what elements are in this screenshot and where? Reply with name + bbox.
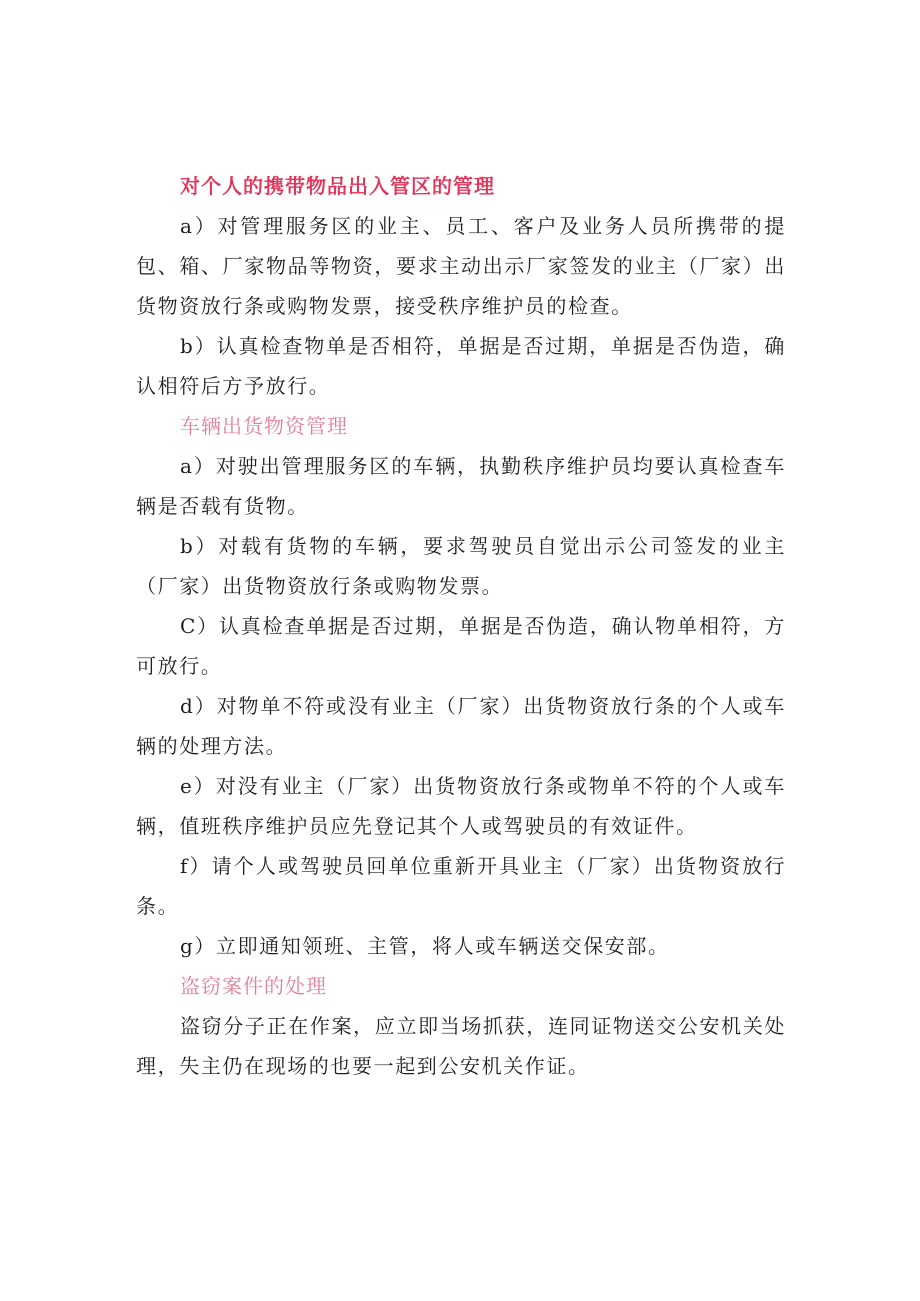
paragraph-theft: 盗窃分子正在作案，应立即当场抓获，连同证物送交公安机关处理，失主仍在现场的也要一起到公安机关作证。 [136, 1014, 786, 1078]
paragraph-vehicle-a: a）对驶出管理服务区的车辆，执勤秩序维护员均要认真检查车辆是否载有货物。 [136, 454, 786, 518]
paragraph-personal-b: b）认真检查物单是否相符，单据是否过期，单据是否伪造，确认相符后方予放行。 [136, 334, 786, 398]
section-heading-vehicle-goods: 车辆出货物资管理 [180, 414, 348, 438]
paragraph-personal-a: a）对管理服务区的业主、员工、客户及业务人员所携带的提包、箱、厂家物品等物资，要求主动出示厂家签发的业主（厂家）出货物资放行条或购物发票，接受秩序维护员的检查。 [136, 214, 786, 318]
document-body [136, 166, 786, 1086]
paragraph-vehicle-f: f）请个人或驾驶员回单位重新开具业主（厂家）出货物资放行条。 [136, 854, 786, 918]
section-heading-personal-items: 对个人的携带物品出入管区的管理 [180, 174, 495, 198]
paragraph-vehicle-g: g）立即通知领班、主管，将人或车辆送交保安部。 [180, 934, 670, 958]
paragraph-vehicle-d: d）对物单不符或没有业主（厂家）出货物资放行条的个人或车辆的处理方法。 [136, 694, 786, 758]
section-heading-theft-cases: 盗窃案件的处理 [180, 974, 327, 998]
paragraph-vehicle-c: C）认真检查单据是否过期，单据是否伪造，确认物单相符，方可放行。 [136, 614, 786, 678]
paragraph-vehicle-e: e）对没有业主（厂家）出货物资放行条或物单不符的个人或车辆，值班秩序维护员应先登记其个人或驾驶员的有效证件。 [136, 774, 786, 838]
paragraph-vehicle-b: b）对载有货物的车辆，要求驾驶员自觉出示公司签发的业主（厂家）出货物资放行条或购物发票。 [136, 534, 786, 598]
